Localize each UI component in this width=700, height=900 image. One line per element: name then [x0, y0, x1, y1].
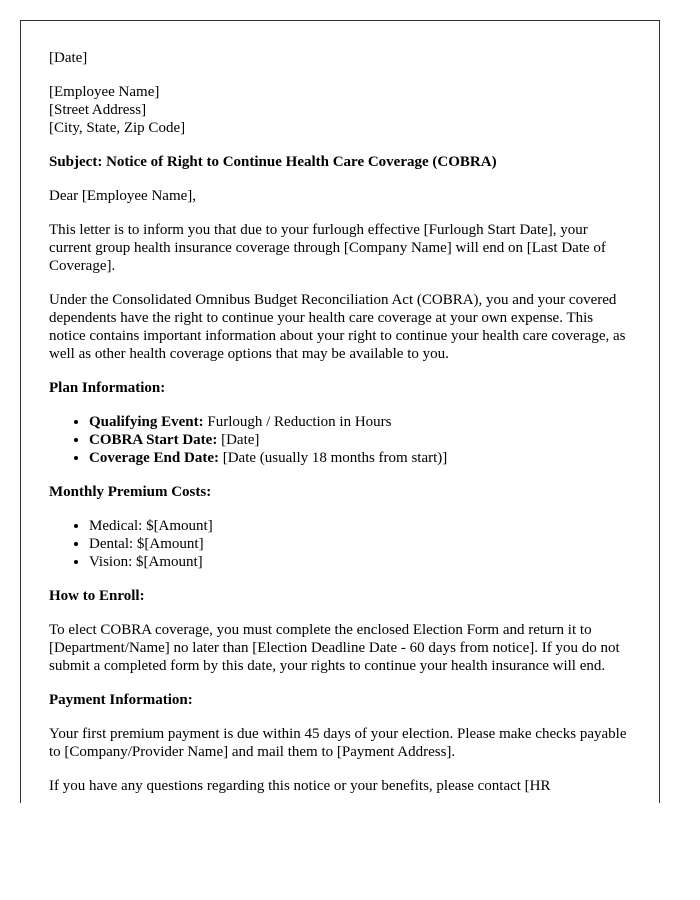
recipient-city: [City, State, Zip Code] — [49, 120, 186, 136]
payment-paragraph: Your first premium payment is due within 45 days of your election. Please make checks payable to [Company/Provider Name] and mail them to [Payment Address]. — [49, 726, 627, 760]
enroll-paragraph: To elect COBRA coverage, you must complete the enclosed Election Form and return it to [Department/Name] no later than [Election Deadline Date - 60 days from notice]. If you do not submit a completed form by this date, your rights to continue your health insurance will end. — [49, 622, 620, 674]
premiums-list — [49, 517, 631, 571]
item-value: [Date] — [217, 432, 260, 448]
salutation: Dear [Employee Name], — [49, 188, 197, 204]
letter-page — [20, 20, 660, 803]
recipient-street: [Street Address] — [49, 102, 147, 118]
item-value: [Date (usually 18 months from start)] — [218, 450, 448, 466]
list-item — [89, 449, 631, 467]
list-item — [89, 431, 631, 449]
list-item: • Dental: $[Amount] — [89, 535, 631, 553]
cobra-paragraph: Under the Consolidated Omnibus Budget Reconciliation Act (COBRA), you and your covered dependents have the right to continue your health care coverage at your own expense. This notice contains important information about your right to continue your health care coverage, as well as other health coverage options that may be available to you. — [49, 292, 626, 362]
plan-info-list — [49, 413, 631, 467]
item-label: Qualifying Event: — [89, 414, 204, 430]
recipient-name: [Employee Name] — [49, 84, 160, 100]
plan-info-heading: Plan Information: — [49, 380, 166, 396]
subject-line: Subject: Notice of Right to Continue Health Care Coverage (COBRA) — [49, 154, 497, 170]
payment-heading: Payment Information: — [49, 692, 193, 708]
list-item — [89, 413, 631, 431]
closing-paragraph: If you have any questions regarding this notice or your benefits, please contact [HR — [49, 778, 551, 794]
list-item: • Vision: $[Amount] — [89, 553, 631, 571]
letter-body — [21, 21, 659, 795]
item-label: Coverage End Date: — [89, 450, 219, 466]
date: [Date] — [49, 50, 88, 66]
enroll-heading: How to Enroll: — [49, 588, 145, 604]
premiums-heading: Monthly Premium Costs: — [49, 484, 212, 500]
recipient-address — [49, 83, 631, 137]
list-item: • Medical: $[Amount] — [89, 517, 631, 535]
item-value: Furlough / Reduction in Hours — [203, 414, 392, 430]
item-label: COBRA Start Date: — [89, 432, 218, 448]
intro-paragraph: This letter is to inform you that due to your furlough effective [Furlough Start Date], your current group health insurance coverage through [Company Name] will end on [Last Date of Coverage]. — [49, 222, 606, 274]
